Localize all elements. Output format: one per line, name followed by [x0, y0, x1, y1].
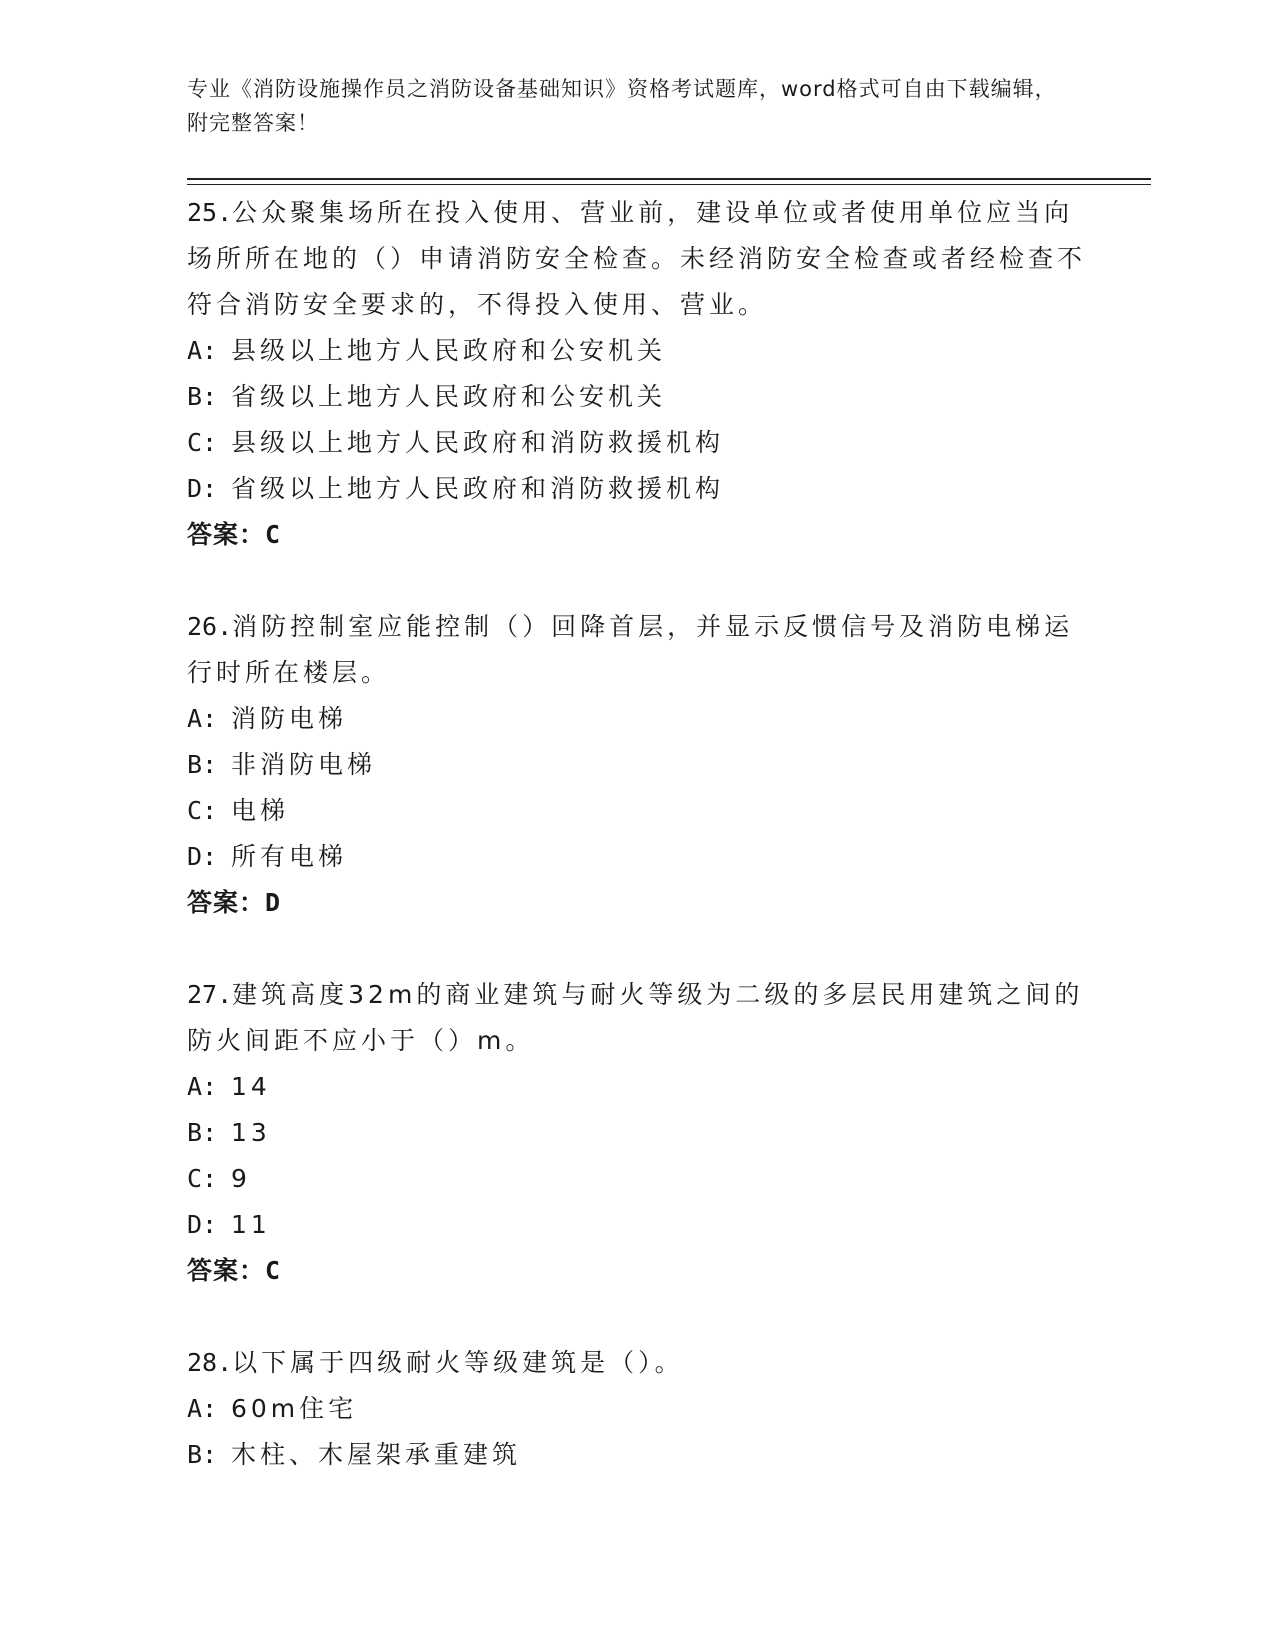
option-key: C:	[187, 796, 218, 825]
question-body: 建筑高度32m的商业建筑与耐火等级为二级的多层民用建筑之间的防火间距不应小于（）m。	[187, 980, 1084, 1055]
option-c	[187, 420, 1087, 466]
option-b	[187, 374, 1087, 420]
option-text: 电梯	[231, 796, 290, 825]
option-d	[187, 1202, 1087, 1248]
answer-label: 答案：	[187, 520, 266, 549]
option-c	[187, 1156, 1087, 1202]
option-key: B:	[187, 1118, 218, 1147]
option-key: C:	[187, 428, 218, 457]
option-text: 9	[231, 1164, 251, 1193]
answer-line	[187, 880, 1087, 926]
question-25	[187, 190, 1087, 558]
question-text	[187, 972, 1087, 1064]
option-text: 60m住宅	[231, 1394, 358, 1423]
option-d	[187, 834, 1087, 880]
option-d	[187, 466, 1087, 512]
option-key: D:	[187, 842, 218, 871]
option-a	[187, 1386, 1087, 1432]
question-text	[187, 604, 1087, 696]
option-key: A:	[187, 1394, 218, 1423]
option-text: 11	[231, 1210, 271, 1239]
option-text: 所有电梯	[231, 842, 348, 871]
option-text: 消防电梯	[231, 704, 348, 733]
option-text: 县级以上地方人民政府和消防救援机构	[231, 428, 725, 457]
option-b	[187, 1110, 1087, 1156]
question-text	[187, 190, 1087, 328]
question-body: 公众聚集场所在投入使用、营业前，建设单位或者使用单位应当向场所所在地的（）申请消防安全检查。未经消防安全检查或者经检查不符合消防安全要求的，不得投入使用、营业。	[187, 198, 1087, 319]
option-text: 县级以上地方人民政府和公安机关	[231, 336, 667, 365]
answer-line	[187, 512, 1087, 558]
option-key: B:	[187, 382, 218, 411]
option-b	[187, 742, 1087, 788]
option-a	[187, 328, 1087, 374]
option-text: 省级以上地方人民政府和消防救援机构	[231, 474, 725, 503]
option-text: 13	[231, 1118, 271, 1147]
option-text: 省级以上地方人民政府和公安机关	[231, 382, 667, 411]
option-key: D:	[187, 1210, 218, 1239]
header-divider-thin	[187, 184, 1151, 185]
answer-label: 答案：	[187, 888, 266, 917]
option-key: C:	[187, 1164, 218, 1193]
question-27	[187, 972, 1087, 1294]
option-text: 木柱、木屋架承重建筑	[231, 1440, 522, 1469]
question-28	[187, 1340, 1087, 1478]
option-text: 14	[231, 1072, 271, 1101]
option-a	[187, 1064, 1087, 1110]
answer-value: C	[265, 1256, 282, 1285]
option-a	[187, 696, 1087, 742]
answer-label: 答案：	[187, 1256, 266, 1285]
question-list	[187, 190, 1087, 1524]
option-key: D:	[187, 474, 218, 503]
question-number: 27.	[187, 980, 233, 1009]
question-text	[187, 1340, 1087, 1386]
option-b	[187, 1432, 1087, 1478]
question-26	[187, 604, 1087, 926]
question-number: 25.	[187, 198, 233, 227]
question-body: 以下属于四级耐火等级建筑是（）。	[232, 1348, 684, 1377]
header-divider-thick	[187, 178, 1151, 180]
option-key: A:	[187, 336, 218, 365]
question-number: 28.	[187, 1348, 233, 1377]
question-body: 消防控制室应能控制（）回降首层，并显示反惯信号及消防电梯运行时所在楼层。	[187, 612, 1074, 687]
option-key: A:	[187, 704, 218, 733]
answer-line	[187, 1248, 1087, 1294]
option-key: B:	[187, 750, 218, 779]
document-header: 专业《消防设施操作员之消防设备基础知识》资格考试题库，word格式可自由下载编辑，附完整答案！	[187, 77, 1057, 135]
answer-value: D	[265, 888, 282, 917]
option-c	[187, 788, 1087, 834]
option-key: B:	[187, 1440, 218, 1469]
option-key: A:	[187, 1072, 218, 1101]
option-text: 非消防电梯	[231, 750, 377, 779]
question-number: 26.	[187, 612, 233, 641]
answer-value: C	[265, 520, 282, 549]
